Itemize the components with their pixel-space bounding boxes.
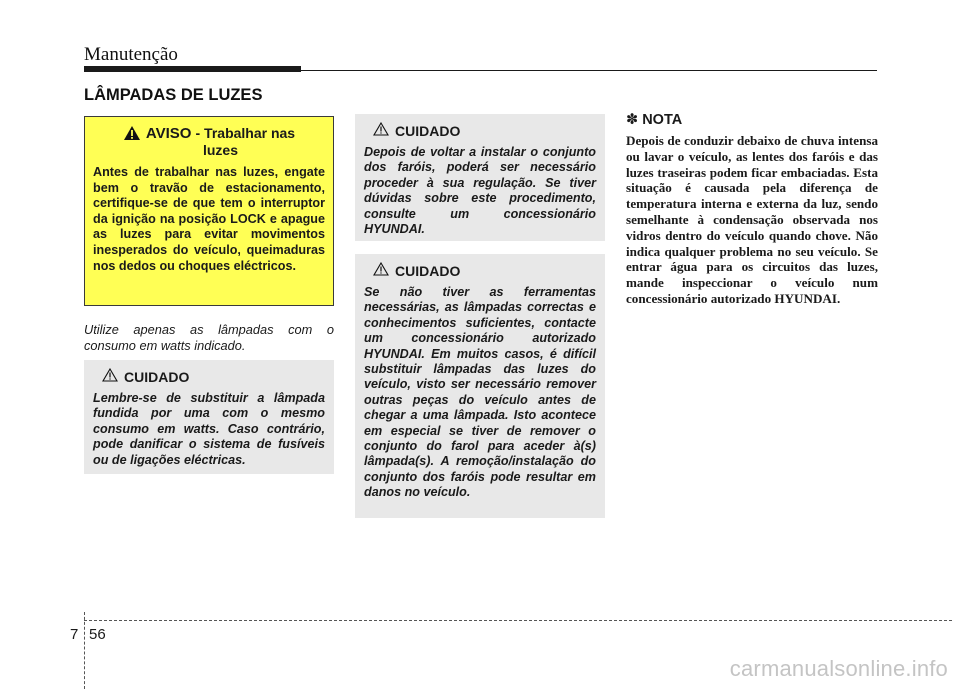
- caution-body: Lembre-se de substituir a lâmpada fundida por uma com o mesmo consumo em watts. Caso contrário, pode danificar o sistema de fusíveis ou de ligações eléctricas.: [93, 391, 325, 467]
- caution-triangle-icon: [373, 122, 389, 139]
- caution-header: [373, 262, 596, 279]
- footer-dashed-rule: [84, 620, 952, 621]
- watermark: carmanualsonline.info: [729, 656, 948, 681]
- warning-subtitle-line1: - Trabalhar nas: [195, 125, 296, 141]
- caution-label: CUIDADO: [395, 262, 461, 279]
- caution-body: Se não tiver as ferramentas necessárias, as lâmpadas correctas e conhecimentos suficientes, contacte um concessionário autorizado HYUNDAI. Em muitos casos, é difícil substituir lâmpadas das luzes do veículo, visto ser necessário remover outras peças do veículo antes de chegar a uma lâmpada. Isto acontece em especial se tiver de remover o conjunto do farol para aceder à(s) lâmpada(s). A remoção/instalação do conjunto dos faróis pode resultar em danos no veículo.: [364, 285, 596, 500]
- warning-label: AVISO: [145, 125, 192, 142]
- warning-subtitle-line2: luzes: [202, 142, 238, 158]
- warning-title: [146, 125, 295, 159]
- footer-chapter-number: 7: [70, 626, 79, 643]
- section-title: LÂMPADAS DE LUZES: [84, 86, 263, 104]
- warning-body: Antes de trabalhar nas luzes, engate bem o travão de estacionamento, certifique-se de que tem o interruptor da ignição na posição LOCK e apague as luzes para evitar movimentos inesperados do veículo, queimaduras nos dedos ou choques eléctricos.: [93, 165, 325, 273]
- warning-header: [93, 125, 325, 159]
- header-rule-thick: [84, 66, 301, 72]
- caution-body: Depois de voltar a instalar o conjunto dos faróis, poderá ser necessário proceder à sua regulação. Se tiver dúvidas sobre este procedimento, consulte um concessionário HYUNDAI.: [364, 145, 596, 237]
- intro-text: Utilize apenas as lâmpadas com o consumo em watts indicado.: [84, 322, 334, 353]
- caution-triangle-icon: [102, 368, 118, 385]
- footer-dashed-vline: [84, 612, 85, 689]
- warning-box: [84, 116, 334, 306]
- caution-box-headlamp-aim: [355, 114, 605, 241]
- note-body: Depois de conduzir debaixo de chuva intensa ou lavar o veículo, as lentes dos faróis e das luzes traseiras podem ficar embaciadas. Esta situação é causada pela diferença de temperatura interna e externa da luz, sendo semelhante à condensação observada nos vidros dentro do veículo quando chove. Não indica qualquer problema no seu veículo. Se entrar água para os circuitos das luzes, mande inspeccionar o veículo num concessionário autorizado HYUNDAI.: [626, 133, 878, 306]
- caution-header: [373, 122, 596, 139]
- note-label: NOTA: [642, 112, 683, 128]
- note-header: [626, 112, 682, 128]
- caution-box-fuse: [84, 360, 334, 474]
- caution-triangle-icon: [373, 262, 389, 279]
- caution-box-tools: [355, 254, 605, 518]
- caution-label: CUIDADO: [395, 122, 461, 139]
- footer-page-number: 56: [89, 626, 106, 643]
- warning-triangle-icon: [123, 125, 141, 145]
- note-star-icon: ✽: [626, 112, 639, 128]
- caution-label: CUIDADO: [124, 368, 190, 385]
- caution-header: [102, 368, 325, 385]
- header-rule-thin: [301, 70, 877, 71]
- page-header-title: Manutenção: [84, 44, 178, 65]
